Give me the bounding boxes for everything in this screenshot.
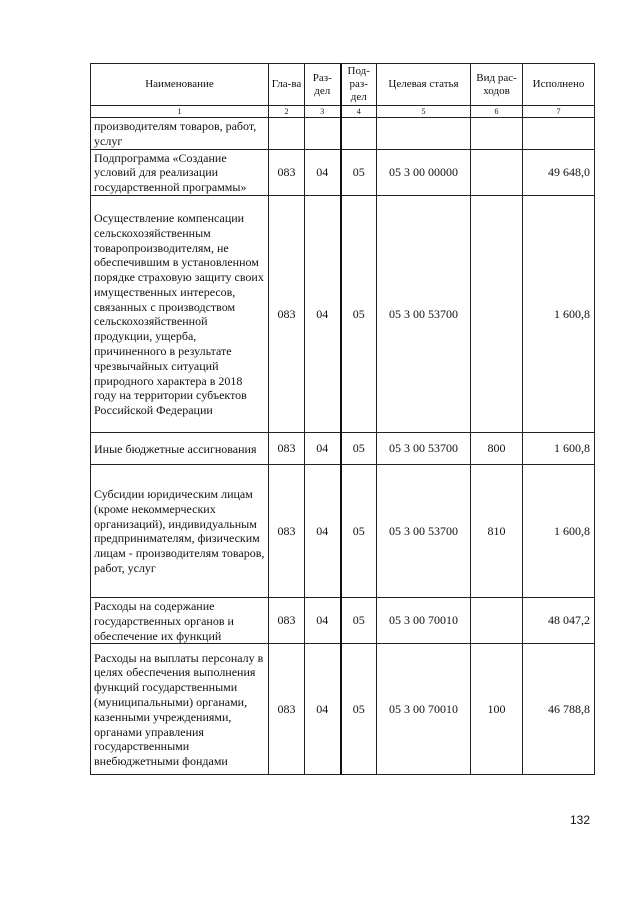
header-glava: Гла-ва xyxy=(269,64,305,106)
row-name: Расходы на содержание государственных органов и обеспечение их функций xyxy=(91,597,269,643)
row-executed xyxy=(523,118,595,150)
row-glava: 083 xyxy=(269,432,305,464)
row-name: Субсидии юридическим лицам (кроме некоммерческих организаций), индивидуальным предпринимателям, физическим лицам - производителям товаров, работ, услуг xyxy=(91,464,269,597)
row-executed: 1 600,8 xyxy=(523,464,595,597)
table-row xyxy=(91,432,595,464)
row-podrazdel: 05 xyxy=(341,644,377,775)
row-podrazdel: 05 xyxy=(341,464,377,597)
row-expense-type xyxy=(471,597,523,643)
column-number: 2 xyxy=(269,106,305,118)
header-expense-type: Вид рас-ходов xyxy=(471,64,523,106)
row-expense-type: 800 xyxy=(471,432,523,464)
row-podrazdel: 05 xyxy=(341,149,377,195)
row-name: Расходы на выплаты персоналу в целях обеспечения выполнения функций государственными (муниципальными) органами, казенными учреждениями, органами управления государственными внебюджетными фондами xyxy=(91,644,269,775)
row-expense-type: 810 xyxy=(471,464,523,597)
row-podrazdel: 05 xyxy=(341,432,377,464)
row-target-article: 05 3 00 53700 xyxy=(377,432,471,464)
row-executed: 1 600,8 xyxy=(523,432,595,464)
row-executed: 48 047,2 xyxy=(523,597,595,643)
row-target-article: 05 3 00 53700 xyxy=(377,195,471,432)
page-number: 132 xyxy=(570,813,591,827)
row-razdel: 04 xyxy=(305,464,341,597)
column-number: 4 xyxy=(341,106,377,118)
row-razdel: 04 xyxy=(305,597,341,643)
row-razdel xyxy=(305,118,341,150)
row-target-article: 05 3 00 00000 xyxy=(377,149,471,195)
row-expense-type xyxy=(471,118,523,150)
column-number: 5 xyxy=(377,106,471,118)
table-row xyxy=(91,644,595,775)
row-glava: 083 xyxy=(269,644,305,775)
header-target-article: Целевая статья xyxy=(377,64,471,106)
table-row xyxy=(91,149,595,195)
row-podrazdel: 05 xyxy=(341,195,377,432)
row-glava: 083 xyxy=(269,597,305,643)
header-razdel: Раз-дел xyxy=(305,64,341,106)
row-expense-type xyxy=(471,149,523,195)
row-glava xyxy=(269,118,305,150)
row-glava: 083 xyxy=(269,149,305,195)
row-razdel: 04 xyxy=(305,195,341,432)
row-name: производителям товаров, работ, услуг xyxy=(91,118,269,150)
column-numbers-row xyxy=(91,106,595,118)
row-name: Иные бюджетные ассигнования xyxy=(91,432,269,464)
table-row xyxy=(91,597,595,643)
header-podrazdel: Под-раз-дел xyxy=(341,64,377,106)
row-target-article: 05 3 00 53700 xyxy=(377,464,471,597)
row-name: Подпрограмма «Создание условий для реализации государственной программы» xyxy=(91,149,269,195)
column-number: 6 xyxy=(471,106,523,118)
header-name: Наименование xyxy=(91,64,269,106)
table-row xyxy=(91,118,595,150)
row-executed: 49 648,0 xyxy=(523,149,595,195)
row-expense-type: 100 xyxy=(471,644,523,775)
row-target-article: 05 3 00 70010 xyxy=(377,644,471,775)
row-name: Осуществление компенсации сельскохозяйственным товаропроизводителям, не обеспечившим в установленном порядке страховую защиту своих имущественных интересов, связанных с производством сельскохозяйственной продукции, ущерба, причиненного в результате чрезвычайных ситуаций природного характера в 2018 году на территории субъектов Российской Федерации xyxy=(91,195,269,432)
row-podrazdel: 05 xyxy=(341,597,377,643)
budget-execution-table xyxy=(90,63,595,775)
column-number: 3 xyxy=(305,106,341,118)
row-razdel: 04 xyxy=(305,644,341,775)
row-expense-type xyxy=(471,195,523,432)
row-executed: 1 600,8 xyxy=(523,195,595,432)
header-executed: Исполнено xyxy=(523,64,595,106)
column-number: 1 xyxy=(91,106,269,118)
header-row xyxy=(91,64,595,106)
row-target-article xyxy=(377,118,471,150)
row-razdel: 04 xyxy=(305,149,341,195)
row-razdel: 04 xyxy=(305,432,341,464)
row-glava: 083 xyxy=(269,464,305,597)
row-glava: 083 xyxy=(269,195,305,432)
table-row xyxy=(91,464,595,597)
row-executed: 46 788,8 xyxy=(523,644,595,775)
table-row xyxy=(91,195,595,432)
row-target-article: 05 3 00 70010 xyxy=(377,597,471,643)
row-podrazdel xyxy=(341,118,377,150)
column-number: 7 xyxy=(523,106,595,118)
